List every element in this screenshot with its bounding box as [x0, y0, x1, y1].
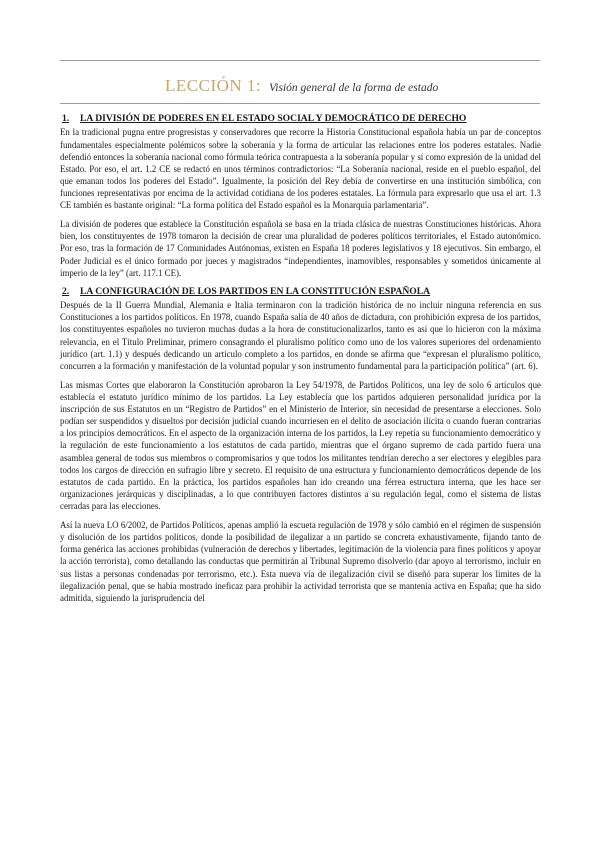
- lesson-number: LECCIÓN 1:: [165, 76, 262, 95]
- paragraph: Así la nueva LO 6/2002, de Partidos Políticos, apenas amplió la escueta regulación de 1978 y sólo cambió en el régimen de suspensión y disolución de los partidos políticos, donde la posibilidad de ilegalizar a un partido se concreta exhaustivamente, fijando tanto de forma genérica las acciones prohibidas (vulneración de derechos y libertades, legitimación de la violencia para fines políticos y apoyar la acción terrorista), como detallando las conductas que permitirán al Tribunal Supremo disolverlo (dar apoyo al terrorismo, incluir en sus listas a personas condenadas por terrorismo, etc.). Esta nueva vía de ilegalización civil se diseñó para superar los límites de la ilegalización penal, que se había mostrado ineficaz para prohibir la actividad terrorista que se mantenía activa en España; que ha sido admitida, siguiendo la jurisprudencia del: [60, 520, 541, 603]
- top-divider: [60, 60, 540, 61]
- section-number: 1.: [62, 113, 70, 124]
- lesson-header: [165, 76, 438, 96]
- section-title: LA DIVISIÓN DE PODERES EN EL ESTADO SOCIAL Y DEMOCRÁTICO DE DERECHO: [80, 113, 467, 124]
- paragraph: En la tradicional pugna entre progresistas y conservadores que recorre la Historia Constitucional española había un par de conceptos fundamentales especialmente polémicos sobre la soberanía y la forma de articular las relaciones entre los poderes estatales. Nadie defendió entonces la soberanía nacional como fórmula teórica contrapuesta a la soberanía popular y sí como expresión de la unidad del Estado. Por eso, el art. 1.2 CE se redactó en unos términos contradictorios: “La Soberanía nacional, reside en el pueblo español, del que emanan todos los poderes del Estado”. Igualmente, la posición del Rey debía de convertirse en una institución simbólica, con funciones representativas por encima de la actividad cotidiana de los poderes estatales. La fórmula para expresarlo que usa el art. 1.3 CE también es bastante original: “La forma política del Estado español es la Monarquía parlamentaria”.: [60, 127, 541, 211]
- paragraph: Las mismas Cortes que elaboraron la Constitución aprobaron la Ley 54/1978, de Partidos Políticos, una ley de solo 6 artículos que establecía el estatuto jurídico mínimo de los partidos. La Ley establecía que los partidos adquieren personalidad jurídica por la inscripción de sus Estatutos en un “Registro de Partidos” en el Ministerio de Interior, sin necesidad de presentarse a elecciones. Solo podían ser suspendidos y disueltos por decisión judicial cuando incurriesen en el delito de asociación ilícita o cuando fueran contrarias a los principios democráticos. En el aspecto de la organización interna de los partidos, la Ley repetía su funcionamiento democrático y la regulación de este funcionamiento a los estatutos de cada partido, mientras que el órgano supremo de cada partido fuera una asamblea general de todos sus miembros o compromisarios y que todos los militantes tendrían derecho a ser electores y elegibles para todos los cargos de dirección en sufragio libre y secreto. El requisito de una estructura y funcionamiento democráticos depende de los estatutos de cada partido. En la práctica, los partidos españoles han ido creando una férrea estructura interna, que les hace ser organizaciones jerárquicas y disciplinadas, a lo que contribuyen factores distintos a su regulación legal, como el sistema de listas cerradas para las elecciones.: [60, 379, 541, 511]
- header-divider: [60, 103, 540, 104]
- section-heading: [60, 113, 541, 125]
- paragraph: La división de poderes que establece la Constitución española se basa en la tríada clásica de nuestras Constituciones históricas. Ahora bien, los constituyentes de 1978 tomaron la decisión de crear una pluralidad de poderes políticos territoriales, el Estado autonómico. Por eso, tras la formación de 17 Comunidades Autónomas, existen en España 18 poderes legislativos y 18 ejecutivos. Sin embargo, el Poder Judicial es el único formado por jueces y magistrados “independientes, inamovibles, responsables y sometidos únicamente al imperio de la ley” (art. 117.1 CE).: [60, 219, 541, 278]
- section-title: LA CONFIGURACIÓN DE LOS PARTIDOS EN LA CONSTITUCIÓN ESPAÑOLA: [80, 285, 431, 297]
- section-partidos: [60, 286, 541, 604]
- lesson-subtitle: Visión general de la forma de estado: [269, 82, 439, 94]
- section-heading: [60, 286, 541, 298]
- document-body: [60, 113, 541, 611]
- section-division-de-poderes: [60, 113, 541, 279]
- paragraph: Después de la II Guerra Mundial, Alemania e Italia terminaron con la tradición histórica de no incluir ninguna referencia en sus Constituciones a los partidos políticos. En 1978, cuando España salía de 40 años de dictadura, con prohibición expresa de los partidos, los constituyentes españoles no tuvieron muchas dudas a la hora de constitucionalizarlos, tanto es así que lo hicieron con la máxima relevancia, en el Título Preliminar, primero consagrando el pluralismo político como uno de los valores superiores del ordenamiento jurídico (art. 1.1) y después dedicando un artículo completo a los partidos, en donde se afirma que “expresan el pluralismo político, concurren a la formación y manifestación de la voluntad popular y son instrumento fundamental para la participación política” (art. 6).: [60, 300, 541, 371]
- section-number: 2.: [62, 285, 70, 297]
